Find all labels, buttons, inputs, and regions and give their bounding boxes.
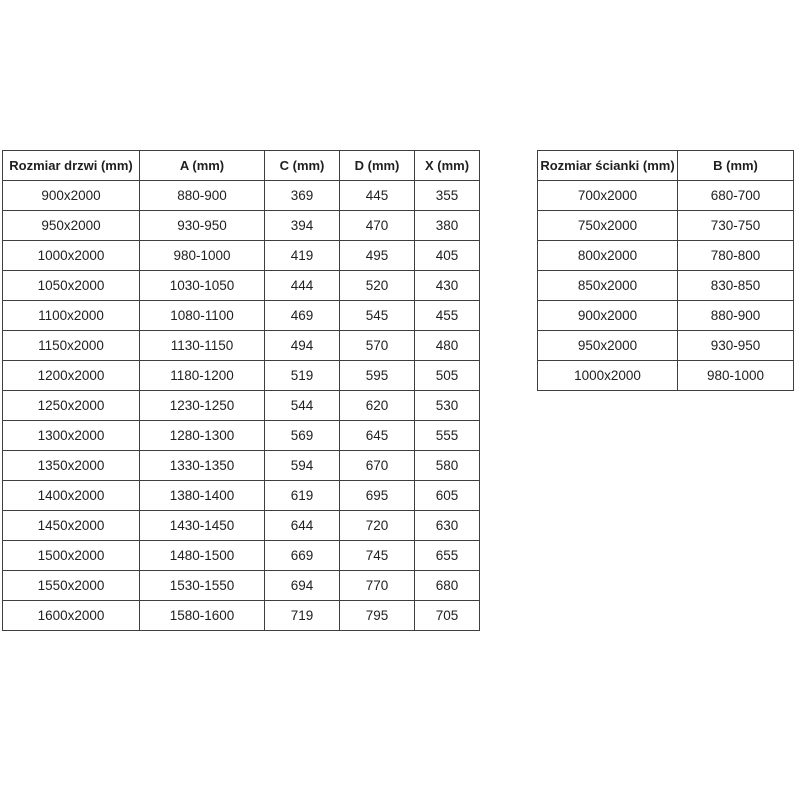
table-row xyxy=(3,211,480,241)
table-row xyxy=(3,421,480,451)
table-cell: 555 xyxy=(415,421,480,451)
table-cell: 1200x2000 xyxy=(3,361,140,391)
wall-sizes-table xyxy=(537,150,794,391)
table-cell: 950x2000 xyxy=(3,211,140,241)
table-row xyxy=(538,241,794,271)
table-cell: 880-900 xyxy=(678,301,794,331)
table-cell: 580 xyxy=(415,451,480,481)
table-cell: 730-750 xyxy=(678,211,794,241)
table-cell: 1480-1500 xyxy=(140,541,265,571)
table-row xyxy=(3,451,480,481)
table-cell: 1450x2000 xyxy=(3,511,140,541)
table-cell: 570 xyxy=(340,331,415,361)
table-cell: 569 xyxy=(265,421,340,451)
table-cell: 1180-1200 xyxy=(140,361,265,391)
table-cell: 505 xyxy=(415,361,480,391)
table-cell: 1280-1300 xyxy=(140,421,265,451)
wall-table-header-row xyxy=(538,151,794,181)
table-row xyxy=(3,481,480,511)
table-cell: 419 xyxy=(265,241,340,271)
table-cell: 545 xyxy=(340,301,415,331)
table-cell: 695 xyxy=(340,481,415,511)
table-cell: 1530-1550 xyxy=(140,571,265,601)
door-table-header-row xyxy=(3,151,480,181)
table-row xyxy=(3,181,480,211)
table-row xyxy=(3,271,480,301)
table-cell: 950x2000 xyxy=(538,331,678,361)
table-cell: 1380-1400 xyxy=(140,481,265,511)
table-cell: 830-850 xyxy=(678,271,794,301)
table-cell: 430 xyxy=(415,271,480,301)
table-cell: 1000x2000 xyxy=(3,241,140,271)
table-row xyxy=(538,271,794,301)
table-cell: 680 xyxy=(415,571,480,601)
table-cell: 780-800 xyxy=(678,241,794,271)
table-cell: 980-1000 xyxy=(140,241,265,271)
table-cell: 655 xyxy=(415,541,480,571)
table-cell: 445 xyxy=(340,181,415,211)
table-row xyxy=(3,241,480,271)
table-cell: 455 xyxy=(415,301,480,331)
table-cell: 800x2000 xyxy=(538,241,678,271)
wall-table-body xyxy=(538,181,794,391)
table-cell: 1130-1150 xyxy=(140,331,265,361)
table-cell: 544 xyxy=(265,391,340,421)
table-cell: 719 xyxy=(265,601,340,631)
table-cell: 1400x2000 xyxy=(3,481,140,511)
table-cell: 1300x2000 xyxy=(3,421,140,451)
table-row xyxy=(3,601,480,631)
table-cell: 1550x2000 xyxy=(3,571,140,601)
table-cell: 1050x2000 xyxy=(3,271,140,301)
table-row xyxy=(3,571,480,601)
table-cell: 480 xyxy=(415,331,480,361)
table-row xyxy=(3,331,480,361)
door-size-column-header: Rozmiar drzwi (mm) xyxy=(3,151,140,181)
table-row xyxy=(538,211,794,241)
table-cell: 520 xyxy=(340,271,415,301)
table-cell: 1350x2000 xyxy=(3,451,140,481)
table-cell: 380 xyxy=(415,211,480,241)
table-cell: 494 xyxy=(265,331,340,361)
table-cell: 619 xyxy=(265,481,340,511)
table-cell: 620 xyxy=(340,391,415,421)
table-cell: 720 xyxy=(340,511,415,541)
table-cell: 1600x2000 xyxy=(3,601,140,631)
table-cell: 1100x2000 xyxy=(3,301,140,331)
table-row xyxy=(3,541,480,571)
table-cell: 469 xyxy=(265,301,340,331)
table-cell: 530 xyxy=(415,391,480,421)
door-sizes-table xyxy=(2,150,480,631)
table-cell: 1150x2000 xyxy=(3,331,140,361)
table-cell: 680-700 xyxy=(678,181,794,211)
table-row xyxy=(538,361,794,391)
table-cell: 980-1000 xyxy=(678,361,794,391)
b-dimension-column-header: B (mm) xyxy=(678,151,794,181)
table-cell: 694 xyxy=(265,571,340,601)
table-cell: 444 xyxy=(265,271,340,301)
table-cell: 850x2000 xyxy=(538,271,678,301)
table-cell: 405 xyxy=(415,241,480,271)
table-cell: 670 xyxy=(340,451,415,481)
table-cell: 595 xyxy=(340,361,415,391)
table-cell: 1080-1100 xyxy=(140,301,265,331)
table-cell: 1580-1600 xyxy=(140,601,265,631)
d-dimension-column-header: D (mm) xyxy=(340,151,415,181)
x-dimension-column-header: X (mm) xyxy=(415,151,480,181)
wall-size-column-header: Rozmiar ścianki (mm) xyxy=(538,151,678,181)
table-cell: 1000x2000 xyxy=(538,361,678,391)
table-cell: 705 xyxy=(415,601,480,631)
door-table-body xyxy=(3,181,480,631)
table-row xyxy=(538,181,794,211)
table-cell: 1500x2000 xyxy=(3,541,140,571)
table-cell: 630 xyxy=(415,511,480,541)
table-cell: 605 xyxy=(415,481,480,511)
table-cell: 700x2000 xyxy=(538,181,678,211)
c-dimension-column-header: C (mm) xyxy=(265,151,340,181)
table-cell: 900x2000 xyxy=(3,181,140,211)
table-cell: 470 xyxy=(340,211,415,241)
table-row xyxy=(3,511,480,541)
table-row xyxy=(3,391,480,421)
table-cell: 745 xyxy=(340,541,415,571)
table-cell: 669 xyxy=(265,541,340,571)
table-cell: 1030-1050 xyxy=(140,271,265,301)
table-row xyxy=(3,301,480,331)
table-cell: 770 xyxy=(340,571,415,601)
table-row xyxy=(3,361,480,391)
table-cell: 930-950 xyxy=(678,331,794,361)
a-dimension-column-header: A (mm) xyxy=(140,151,265,181)
table-cell: 1230-1250 xyxy=(140,391,265,421)
table-row xyxy=(538,331,794,361)
table-cell: 644 xyxy=(265,511,340,541)
table-cell: 750x2000 xyxy=(538,211,678,241)
table-cell: 1430-1450 xyxy=(140,511,265,541)
table-cell: 1330-1350 xyxy=(140,451,265,481)
table-cell: 594 xyxy=(265,451,340,481)
table-cell: 880-900 xyxy=(140,181,265,211)
table-cell: 900x2000 xyxy=(538,301,678,331)
table-cell: 369 xyxy=(265,181,340,211)
table-cell: 930-950 xyxy=(140,211,265,241)
table-cell: 645 xyxy=(340,421,415,451)
table-cell: 355 xyxy=(415,181,480,211)
table-cell: 495 xyxy=(340,241,415,271)
table-cell: 394 xyxy=(265,211,340,241)
table-cell: 795 xyxy=(340,601,415,631)
table-row xyxy=(538,301,794,331)
table-cell: 519 xyxy=(265,361,340,391)
table-cell: 1250x2000 xyxy=(3,391,140,421)
